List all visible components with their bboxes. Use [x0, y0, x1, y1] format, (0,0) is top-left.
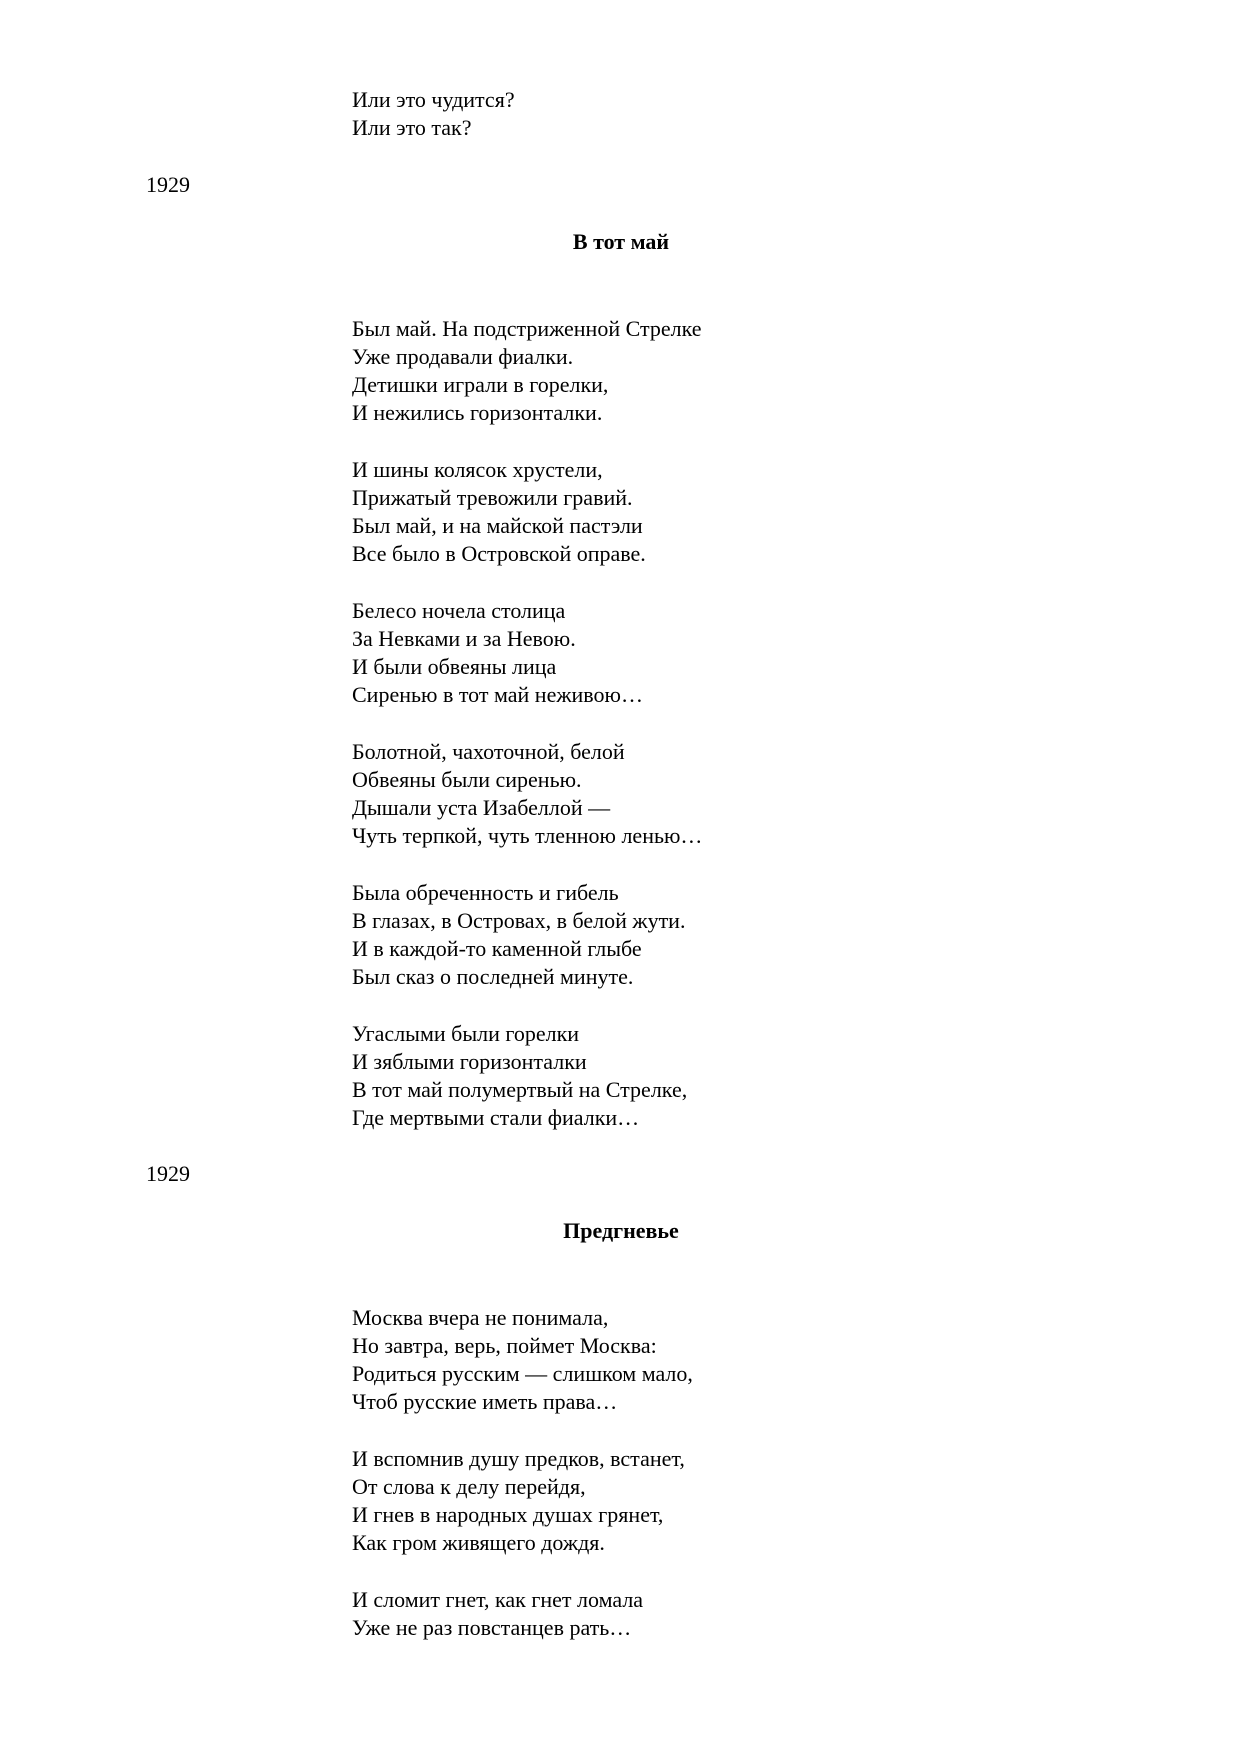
poem-title: Предгневье	[563, 1218, 679, 1243]
verse-line: Чуть терпкой, чуть тленною ленью…	[352, 823, 703, 848]
verse-line: Болотной, чахоточной, белой	[352, 739, 625, 764]
verse-line: Чтоб русские иметь права…	[352, 1389, 618, 1414]
verse-line: Был май, и на майской пастэли	[352, 513, 643, 538]
verse-line: И гнев в народных душах грянет,	[352, 1502, 664, 1527]
verse-line: Но завтра, верь, поймет Москва:	[352, 1333, 657, 1358]
verse-line: Была обреченность и гибель	[352, 880, 619, 905]
verse-line: И шины колясок хрустели,	[352, 457, 603, 482]
poem-title: В тот май	[572, 229, 670, 254]
verse-line: И зяблыми горизонталки	[352, 1049, 587, 1074]
verse-line: Уже не раз повстанцев рать…	[352, 1615, 632, 1640]
verse-line: Сиренью в тот май неживою…	[352, 682, 643, 707]
verse-line: Москва вчера не понимала,	[352, 1305, 609, 1330]
verse-line: От слова к делу перейдя,	[352, 1474, 586, 1499]
verse-line: И вспомнив душу предков, встанет,	[352, 1446, 685, 1471]
verse-line: Был сказ о последней минуте.	[352, 964, 634, 989]
verse-line: Дышали уста Изабеллой —	[352, 795, 611, 820]
poem-year: 1929	[146, 1161, 190, 1186]
verse-line: И сломит гнет, как гнет ломала	[352, 1587, 644, 1612]
verse-line: Белесо ночела столица	[352, 598, 566, 623]
verse-line: За Невками и за Невою.	[352, 626, 576, 651]
poem-year: 1929	[146, 172, 190, 197]
verse-line: Уже продавали фиалки.	[352, 344, 574, 369]
verse-line: Прижатый тревожили гравий.	[352, 485, 633, 510]
verse-line: В тот май полумертвый на Стрелке,	[352, 1077, 688, 1102]
verse-line: Обвеяны были сиренью.	[352, 767, 582, 792]
verse-line: Как гром живящего дождя.	[352, 1530, 605, 1555]
verse-line: В глазах, в Островах, в белой жути.	[352, 908, 686, 933]
verse-line: Был май. На подстриженной Стрелке	[352, 316, 702, 341]
verse-line: Или это чудится?	[352, 87, 515, 112]
verse-line: Родиться русским — слишком мало,	[352, 1361, 693, 1386]
verse-line: Угаслыми были горелки	[352, 1021, 580, 1046]
verse-line: Детишки играли в горелки,	[352, 372, 609, 397]
verse-line: И нежились горизонталки.	[352, 400, 603, 425]
verse-line: И были обвеяны лица	[352, 654, 557, 679]
verse-line: Или это так?	[352, 115, 472, 140]
verse-line: Все было в Островской оправе.	[352, 541, 646, 566]
verse-line: И в каждой-то каменной глыбе	[352, 936, 642, 961]
verse-line: Где мертвыми стали фиалки…	[352, 1105, 640, 1130]
